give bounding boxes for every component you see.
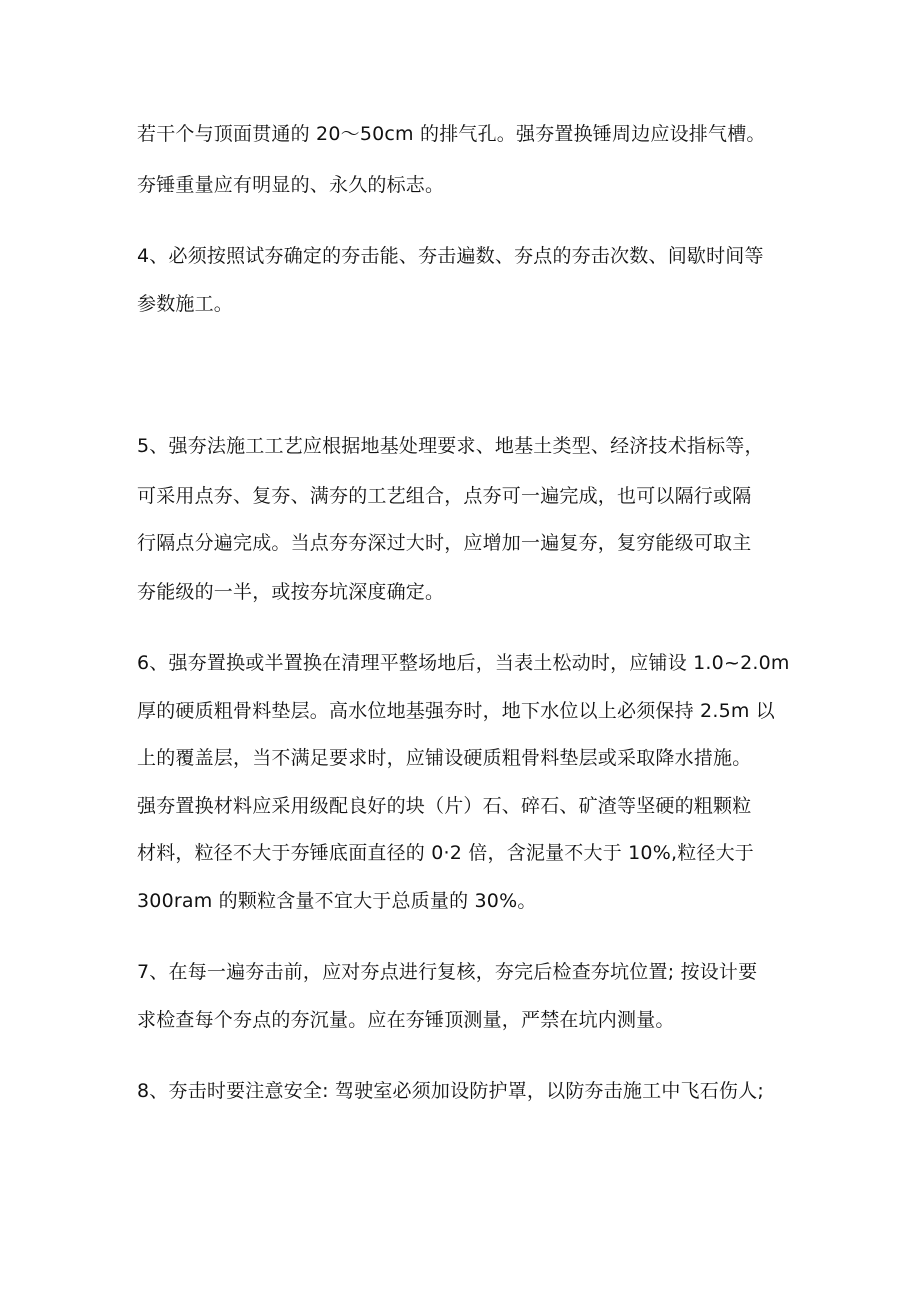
text-line: 材料，粒径不大于夯锤底面直径的 0·2 倍，含泥量不大于 10%,粒径大于 [137, 842, 755, 864]
text-line: 4、必须按照试夯确定的夯击能、夯击遍数、夯点的夯击次数、间歇时间等 [137, 245, 764, 267]
text-line: 5、强夯法施工工艺应根据地基处理要求、地基土类型、经济技术指标等， [137, 435, 764, 457]
text-line: 上的覆盖层，当不满足要求时，应铺设硬质粗骨料垫层或采取降水措施。 [137, 747, 752, 769]
text-line: 参数施工。 [137, 293, 234, 315]
text-line: 强夯置换材料应采用级配良好的块（片）石、碎石、矿渣等坚硬的粗颗粒 [137, 795, 752, 817]
text-line: 夯锤重量应有明显的、永久的标志。 [137, 174, 445, 196]
text-line: 7、在每一遍夯击前，应对夯点进行复核，夯完后检查夯坑位置; 按设计要 [137, 961, 758, 983]
text-line: 6、强夯置换或半置换在清理平整场地后，当表土松动时，应铺设 1.0~2.0m [137, 652, 790, 674]
text-line: 厚的硬质粗骨料垫层。高水位地基强夯时，地下水位以上必须保持 2.5m 以 [137, 700, 776, 722]
text-line: 可采用点夯、复夯、满夯的工艺组合，点夯可一遍完成，也可以隔行或隔 [137, 485, 752, 507]
text-line: 8、夯击时要注意安全: 驾驶室必须加设防护罩，以防夯击施工中飞石伤人; [137, 1080, 764, 1102]
text-line: 300ram 的颗粒含量不宜大于总质量的 30%。 [137, 890, 537, 912]
text-line: 行隔点分遍完成。当点夯夯深过大时，应增加一遍复夯，复穷能级可取主 [137, 532, 752, 554]
text-line: 夯能级的一半，或按夯坑深度确定。 [137, 581, 445, 603]
text-line: 若干个与顶面贯通的 20～50cm 的排气孔。强夯置换锤周边应设排气槽。 [137, 123, 766, 145]
text-line: 求检查每个夯点的夯沉量。应在夯锤顶测量，严禁在坑内测量。 [137, 1009, 675, 1031]
